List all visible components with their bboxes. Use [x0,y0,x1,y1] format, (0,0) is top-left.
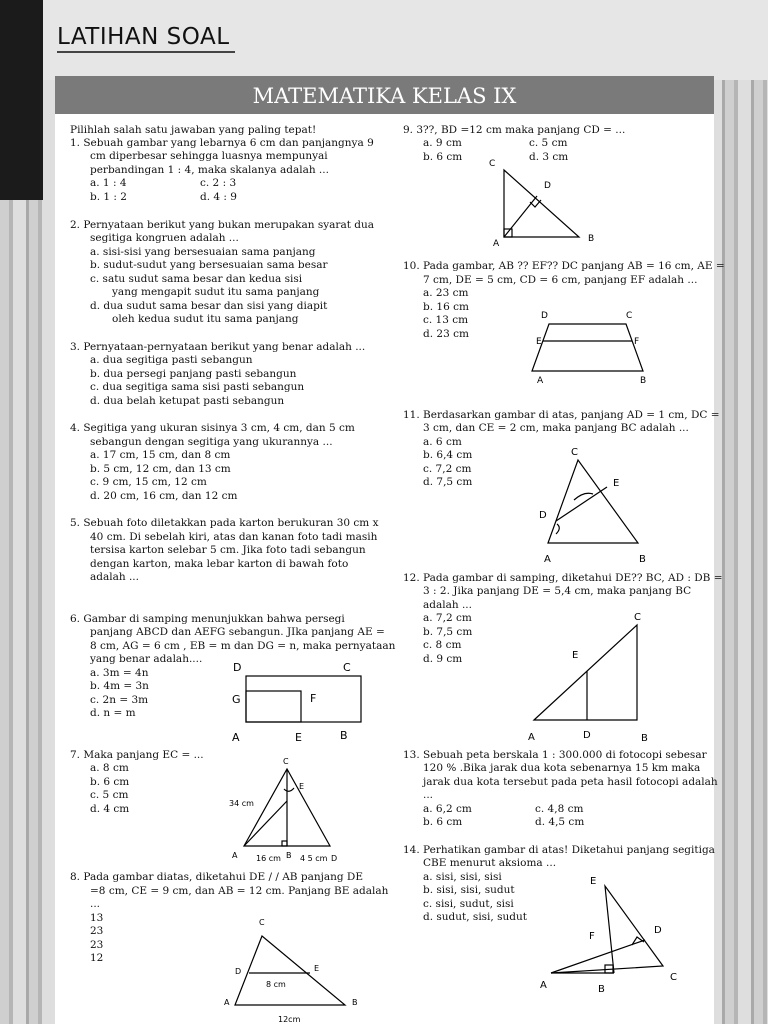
q12-option-c: c. 8 cm [423,639,462,651]
q8-option-d: 12 [90,952,104,964]
q5-line1: 5. Sebuah foto diletakkan pada karton berukuran 30 cm x [70,517,379,529]
fig9-label-D: D [544,181,551,191]
q2-option-c2: yang mengapit sudut itu sama panjang [112,286,320,298]
instruction: Pilihlah salah satu jawaban yang paling tepat! [70,124,317,136]
fig11-label-A: A [544,554,551,565]
q9-option-c: c. 5 cm [529,137,568,149]
q2-option-c1: c. satu sudut sama besar dan kedua sisi [90,273,303,285]
fig12-label-C: C [634,612,641,623]
fig8-label-E: E [314,964,320,973]
fig7-label-D: D [331,854,338,863]
q8-line3: ... [90,898,101,910]
q5-line3: tersisa karton selebar 5 cm. Jika foto tadi sebangun [90,544,366,556]
fig7-side-label: 34 cm [229,799,254,808]
q12-line2: 3 : 2. Jika panjang DE = 5,4 cm, maka panjang BC [423,585,692,597]
q6-option-c: c. 2n = 3m [90,694,149,706]
q12-line3: adalah ... [423,599,472,611]
fig7-label-C: C [283,757,289,766]
fig6-label-G: G [232,693,241,706]
fig10-label-D: D [541,311,548,321]
q10-option-c: c. 13 cm [423,314,469,326]
q7-option-a: a. 8 cm [90,762,129,774]
q3-option-c: c. dua segitiga sama sisi pasti sebangun [90,381,305,393]
q3-option-b: b. dua persegi panjang pasti sebangun [90,368,297,380]
fig12-label-A: A [528,732,535,743]
fig14-label-F: F [589,931,595,942]
fig6-label-E: E [295,731,302,744]
fig7-label-A: A [232,851,238,860]
q12-line1: 12. Pada gambar di samping, diketahui DE?? BC, AD : DB = [403,572,723,584]
q8-option-b: 23 [90,925,104,937]
q12-option-b: b. 7,5 cm [423,626,473,638]
q6-option-a: a. 3m = 4n [90,667,149,679]
q14-option-d: d. sudut, sisi, sudut [423,911,527,923]
q8-option-c: 23 [90,939,104,951]
q1-line2: cm diperbesar sehingga luasnya mempunyai [90,150,328,162]
subject-banner: MATEMATIKA KELAS IX [55,76,714,114]
q1-option-b: b. 1 : 2 [90,191,127,203]
q13-option-b: b. 6 cm [423,816,463,828]
q7-line1: 7. Maka panjang EC = ... [70,749,204,761]
fig6-label-F: F [310,692,317,705]
q2-option-d2: oleh kedua sudut itu sama panjang [112,313,299,325]
q14-line1: 14. Perhatikan gambar di atas! Diketahui panjang segitiga [403,844,715,856]
q13-line4: ... [423,789,434,801]
q11-option-d: d. 7,5 cm [423,476,473,488]
q11-line1: 11. Berdasarkan gambar di atas, panjang AD = 1 cm, DC = [403,409,720,421]
figure-q10-trapezoid [532,311,646,386]
fig10-label-E: E [536,337,542,347]
q6-line1: 6. Gambar di samping menunjukkan bahwa persegi [70,613,345,625]
figure-q9-right-triangle [489,159,594,249]
q1-option-a: a. 1 : 4 [90,177,127,189]
q13-option-d: d. 4,5 cm [535,816,585,828]
q9-line1: 9. 3??, BD =12 cm maka panjang CD = ... [403,124,626,136]
q4-option-d: d. 20 cm, 16 cm, dan 12 cm [90,490,238,502]
q4-line2: sebangun dengan segitiga yang ukurannya ... [90,436,333,448]
q14-option-a: a. sisi, sisi, sisi [423,871,502,883]
fig6-label-C: C [343,661,351,674]
fig11-label-B: B [639,554,646,565]
q7-option-d: d. 4 cm [90,803,130,815]
q10-option-b: b. 16 cm [423,301,469,313]
q5-line2: 40 cm. Di sebelah kiri, atas dan kanan foto tadi masih [90,531,378,543]
fig6-label-B: B [340,729,348,742]
q4-option-b: b. 5 cm, 12 cm, dan 13 cm [90,463,231,475]
q14-line2: CBE menurut aksioma ... [423,857,557,869]
fig12-label-E: E [572,650,579,661]
figure-q8-triangle [224,918,358,1024]
fig8-label-B: B [352,998,358,1007]
fig14-label-B: B [598,984,605,995]
q4-line1: 4. Segitiga yang ukuran sisinya 3 cm, 4 cm, dan 5 cm [70,422,355,434]
figure-q6-rectangles [232,661,361,744]
fig8-ab-label: 12cm [278,1015,301,1024]
q2-line2: segitiga kongruen adalah ... [90,232,239,244]
fig14-label-D: D [654,925,662,936]
q1-option-d: d. 4 : 9 [200,191,237,203]
q1-line3: perbandingan 1 : 4, maka skalanya adalah ... [90,164,329,176]
q4-option-a: a. 17 cm, 15 cm, dan 8 cm [90,449,231,461]
q6-line4: yang benar adalah.... [90,653,203,665]
fig9-label-B: B [588,234,595,244]
fig8-label-C: C [259,918,265,927]
fig9-label-C: C [489,159,496,169]
q1-line1: 1. Sebuah gambar yang lebarnya 6 cm dan panjangnya 9 [70,137,374,149]
q10-line1: 10. Pada gambar, AB ?? EF?? DC panjang AB = 16 cm, AE = [403,260,725,272]
q12-option-a: a. 7,2 cm [423,612,472,624]
q11-option-c: c. 7,2 cm [423,463,472,475]
q6-option-b: b. 4m = 3n [90,680,149,692]
fig14-label-E: E [590,876,597,887]
q11-option-a: a. 6 cm [423,436,462,448]
fig7-label-B: B [286,851,292,860]
q6-line3: 8 cm, AG = 6 cm , EB = m dan DG = n, maka pernyataan [90,640,396,652]
fig10-label-A: A [537,376,544,386]
q5-line5: adalah ... [90,571,139,583]
q7-option-c: c. 5 cm [90,789,129,801]
q2-option-a: a. sisi-sisi yang bersesuaian sama panjang [90,246,316,258]
fig10-label-C: C [626,311,633,321]
q2-option-d1: d. dua sudut sama besar dan sisi yang diapit [90,300,328,312]
q13-line3: jarak dua kota tersebut pada peta hasil fotocopi adalah [423,776,718,788]
q3-option-a: a. dua segitiga pasti sebangun [90,354,253,366]
q10-line2: 7 cm, DE = 5 cm, CD = 6 cm, panjang EF adalah ... [423,274,698,286]
q11-line2: 3 cm, dan CE = 2 cm, maka panjang BC adalah ... [423,422,689,434]
fig9-label-A: A [493,239,500,249]
fig10-label-B: B [640,376,647,386]
q4-option-c: c. 9 cm, 15 cm, 12 cm [90,476,207,488]
fig8-label-A: A [224,998,230,1007]
fig6-label-D: D [233,661,242,674]
fig8-de-label: 8 cm [266,980,286,989]
fig10-label-F: F [634,337,640,347]
fig14-label-A: A [540,980,547,991]
page-title: LATIHAN SOAL [57,24,230,50]
q10-option-d: d. 23 cm [423,328,469,340]
q11-option-b: b. 6,4 cm [423,449,473,461]
fig7-label-E: E [299,782,305,791]
q9-option-d: d. 3 cm [529,151,569,163]
q13-line2: 120 % .Bika jarak dua kota sebenarnya 15 km maka [423,762,701,774]
figure-q7-triangle [229,757,337,863]
fig12-label-D: D [583,730,591,741]
fig14-label-C: C [670,972,677,983]
q8-line2: =8 cm, CE = 9 cm, dan AB = 12 cm. Panjang BE adalah [90,885,389,897]
fig8-label-D: D [235,967,242,976]
q8-option-a: 13 [90,912,104,924]
q9-option-a: a. 9 cm [423,137,462,149]
q14-option-b: b. sisi, sisi, sudut [423,884,515,896]
fig7-seg2-label: 4 5 cm [300,854,328,863]
q8-line1: 8. Pada gambar diatas, diketahui DE / / AB panjang DE [70,871,364,883]
q6-option-d: d. n = m [90,707,136,719]
fig12-label-B: B [641,733,648,744]
q3-line1: 3. Pernyataan-pernyataan berikut yang benar adalah ... [70,341,366,353]
fig11-label-C: C [571,447,578,458]
fig6-label-A: A [232,731,240,744]
fig7-seg1-label: 16 cm [256,854,281,863]
fig11-label-E: E [613,478,620,489]
fig11-label-D: D [539,510,547,521]
q13-option-a: a. 6,2 cm [423,803,472,815]
figure-q12-right-triangle [528,612,648,744]
figure-q11-triangle [539,447,646,565]
q3-option-d: d. dua belah ketupat pasti sebangun [90,395,285,407]
q13-option-c: c. 4,8 cm [535,803,584,815]
q13-line1: 13. Sebuah peta berskala 1 : 300.000 di fotocopi sebesar [403,749,707,761]
q5-line4: dengan karton, maka lebar karton di bawah foto [90,558,349,570]
q2-option-b: b. sudut-sudut yang bersesuaian sama besar [90,259,328,271]
figure-q14-triangles [540,876,677,995]
q2-line1: 2. Pernyataan berikut yang bukan merupakan syarat dua [70,219,375,231]
q7-option-b: b. 6 cm [90,776,130,788]
q10-option-a: a. 23 cm [423,287,469,299]
q6-line2: panjang ABCD dan AEFG sebangun. JIka panjang AE = [90,626,385,638]
q1-option-c: c. 2 : 3 [200,177,237,189]
q9-option-b: b. 6 cm [423,151,463,163]
q12-option-d: d. 9 cm [423,653,463,665]
q14-option-c: c. sisi, sudut, sisi [423,898,514,910]
